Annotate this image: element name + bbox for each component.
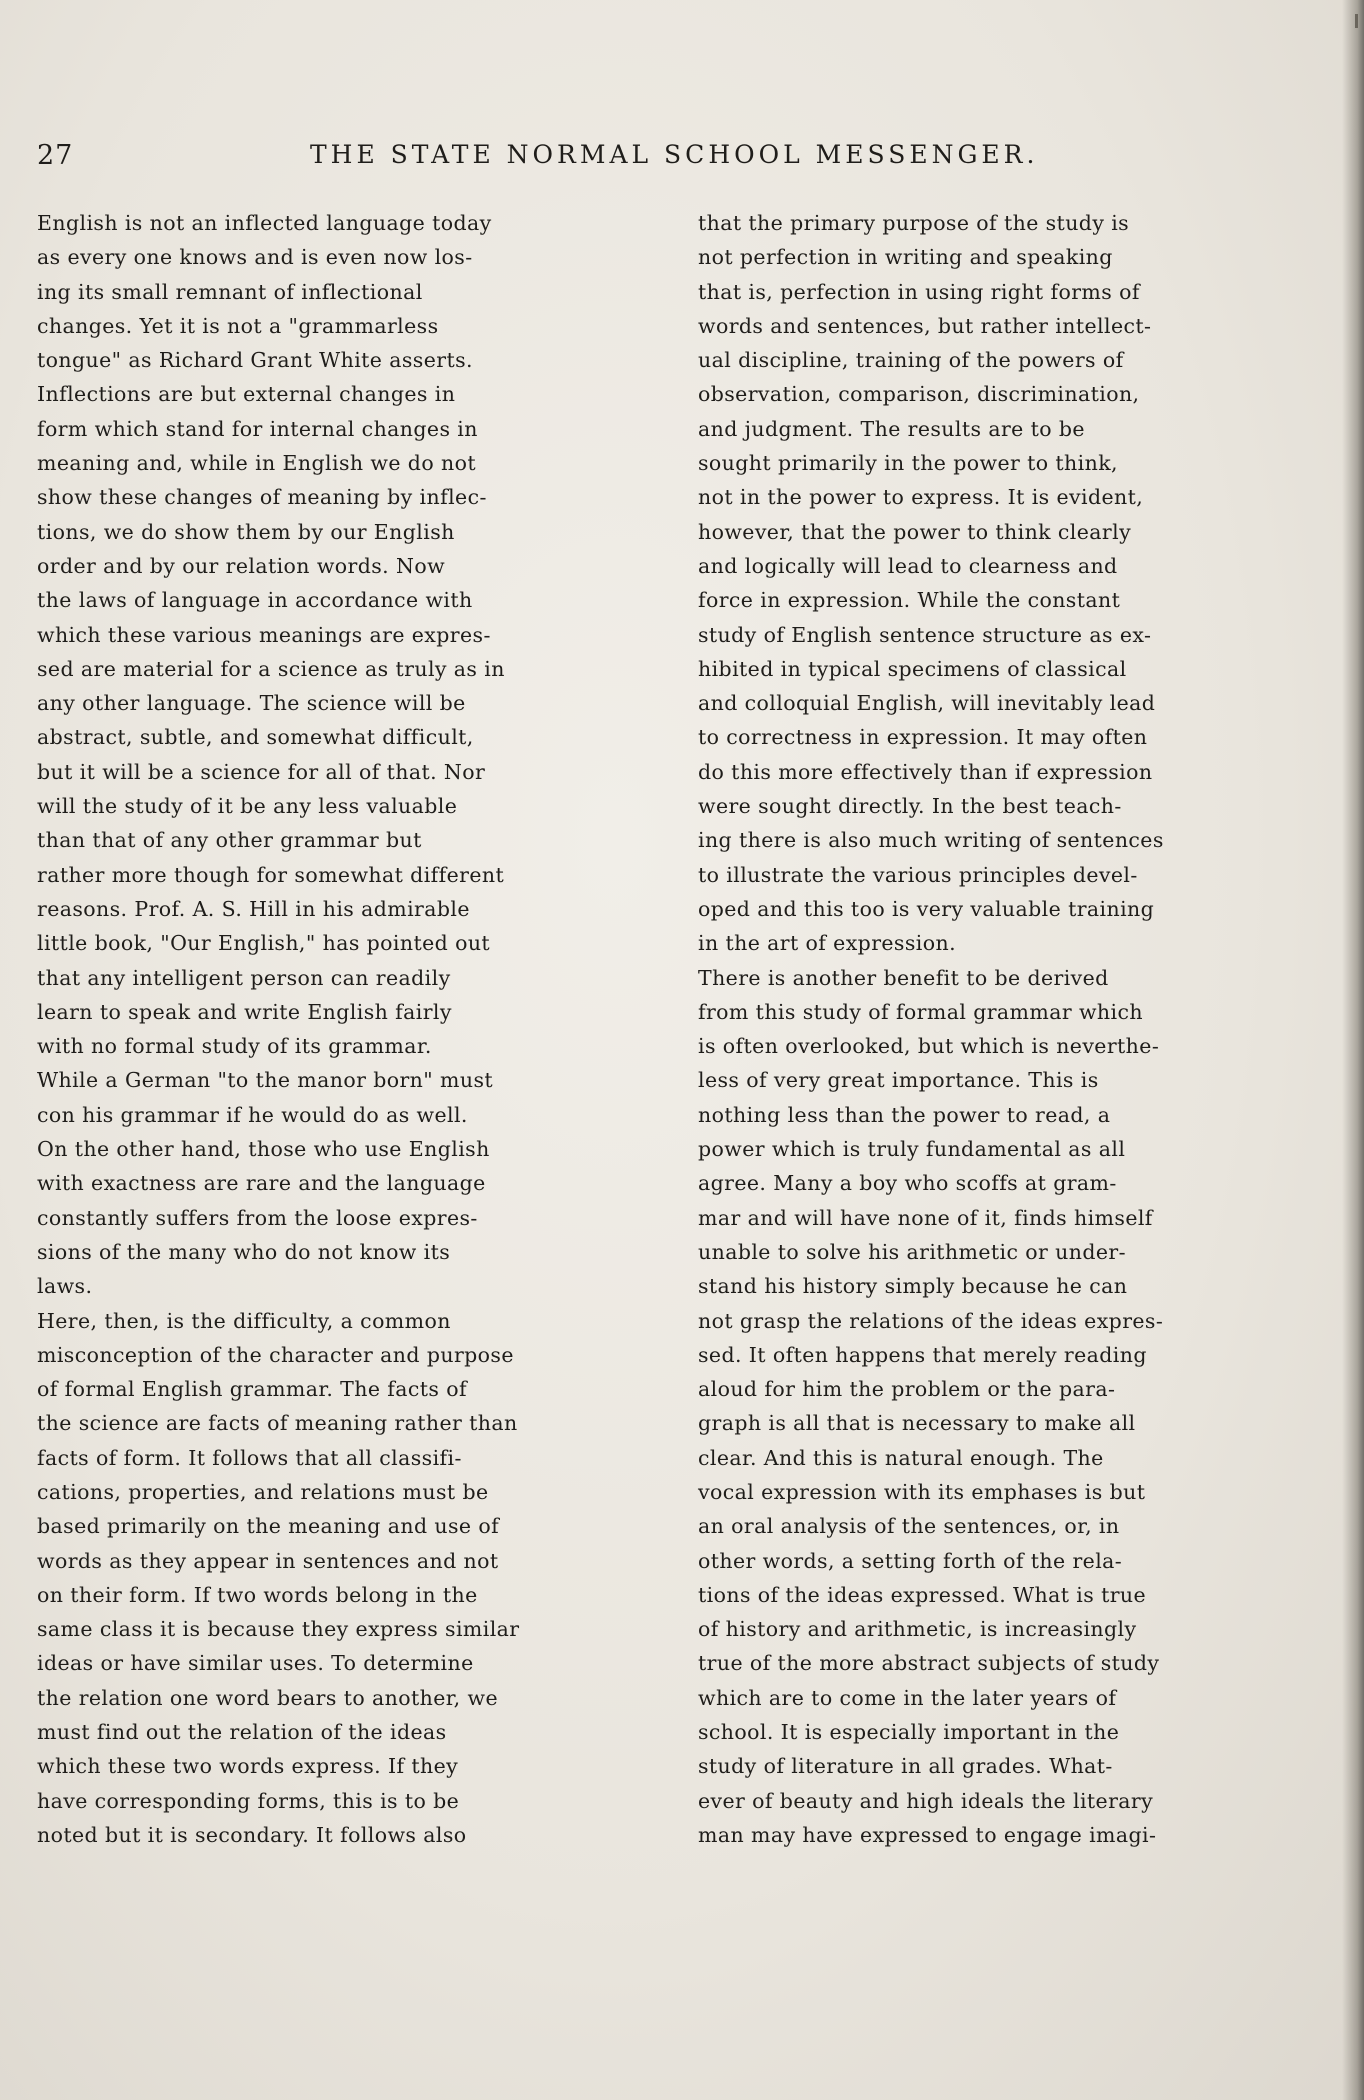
text-line: Here, then, is the difficulty, a common [37,1308,451,1333]
text-line: other words, a setting forth of the rela- [698,1548,1123,1573]
left-text-column [37,206,659,1852]
text-line: study of English sentence structure as ex- [698,622,1152,647]
text-line: which are to come in the later years of [698,1685,1117,1710]
text-line: force in expression. While the constant [698,588,1121,613]
text-line: learn to speak and write English fairly [37,999,452,1024]
text-line: con his grammar if he would do as well. [37,1102,468,1127]
text-line: however, that the power to think clearly [698,519,1132,544]
text-line: that any intelligent person can readily [37,965,451,990]
text-line: tions of the ideas expressed. What is true [698,1582,1147,1607]
text-line: English is not an inflected language today [37,211,492,235]
text-line: true of the more abstract subjects of study [698,1651,1160,1676]
text-line: and logically will lead to clearness and [698,553,1118,578]
text-line: changes. Yet it is not a "grammarless [37,313,439,338]
text-line: ing its small remnant of inflectional [37,279,423,304]
text-line: show these changes of meaning by inflec- [37,485,487,510]
text-line: with no formal study of its grammar. [37,1034,432,1059]
text-line: rather more though for somewhat different [37,862,505,887]
page-header [37,140,1327,180]
text-line: the laws of language in accordance with [37,588,473,613]
text-line: power which is truly fundamental as all [698,1137,1126,1162]
text-line: reasons. Prof. A. S. Hill in his admirable [37,896,470,921]
text-line: hibited in typical specimens of classical [698,656,1127,681]
page-edge-shadow [1342,0,1364,2100]
text-line: While a German "to the manor born" must [37,1068,494,1093]
text-line: with exactness are rare and the language [37,1171,486,1196]
text-line: school. It is especially important in the [698,1720,1120,1745]
text-line: misconception of the character and purpose [37,1342,514,1367]
text-line: less of very great importance. This is [698,1068,1099,1093]
text-line: oped and this too is very valuable training [698,896,1155,921]
text-line: little book, "Our English," has pointed out [37,931,491,956]
text-line: as every one knows and is even now los- [37,245,473,270]
text-line: man may have expressed to engage imagi- [698,1822,1157,1847]
text-line: that is, perfection in using right forms of [698,279,1140,304]
text-line: vocal expression with its emphases is but [698,1479,1146,1504]
text-line: must find out the relation of the ideas [37,1720,447,1745]
text-line: the relation one word bears to another, we [37,1685,498,1710]
text-line: order and by our relation words. Now [37,553,446,578]
text-line: is often overlooked, but which is neverthe- [698,1034,1160,1059]
text-line: unable to solve his arithmetic or under- [698,1239,1126,1264]
text-line: have corresponding forms, this is to be [37,1788,460,1813]
text-line: do this more effectively than if expression [698,759,1153,784]
text-line: ual discipline, training of the powers of [698,348,1124,373]
text-line: There is another benefit to be derived [698,965,1109,990]
text-line: aloud for him the problem or the para- [698,1377,1116,1402]
text-line: words and sentences, but rather intellect- [698,313,1152,338]
text-line: ever of beauty and high ideals the literary [698,1788,1154,1813]
text-line: cations, properties, and relations must be [37,1479,489,1504]
running-title: THE STATE NORMAL SCHOOL MESSENGER. [310,140,1039,169]
text-line: laws. [37,1274,93,1299]
text-line: agree. Many a boy who scoffs at gram- [698,1171,1117,1196]
text-line: form which stand for internal changes in [37,416,478,441]
text-line: from this study of formal grammar which [698,999,1143,1024]
text-line: same class it is because they express similar [37,1617,520,1642]
text-line: not perfection in writing and speaking [698,245,1113,270]
text-line: sed. It often happens that merely reading [698,1342,1147,1367]
text-line: to correctness in expression. It may often [698,725,1148,750]
text-line: the science are facts of meaning rather than [37,1411,518,1436]
text-line: any other language. The science will be [37,691,466,716]
text-line: graph is all that is necessary to make all [698,1411,1136,1436]
text-line: Inflections are but external changes in [37,382,456,407]
text-line: than that of any other grammar but [37,828,422,853]
text-line: abstract, subtle, and somewhat difficult, [37,725,474,750]
text-line: on their form. If two words belong in the [37,1582,478,1607]
text-line: sions of the many who do not know its [37,1239,451,1264]
text-line: ing there is also much writing of sentences [698,828,1164,853]
text-line: which these two words express. If they [37,1754,459,1779]
text-line: and colloquial English, will inevitably lead [698,691,1156,716]
text-line: sought primarily in the power to think, [698,451,1118,476]
text-line: but it will be a science for all of that. Nor [37,759,486,784]
text-line: were sought directly. In the best teach- [698,794,1122,819]
text-line: tions, we do show them by our English [37,519,455,544]
text-line: an oral analysis of the sentences, or, in [698,1514,1120,1539]
text-line: which these various meanings are expres- [37,622,491,647]
text-line: and judgment. The results are to be [698,416,1085,441]
text-line: not in the power to express. It is evident, [698,485,1144,510]
text-line: observation, comparison, discrimination, [698,382,1140,407]
text-line: nothing less than the power to read, a [698,1102,1111,1127]
text-line: study of literature in all grades. What- [698,1754,1113,1779]
text-line: that the primary purpose of the study is [698,211,1130,235]
text-line: facts of form. It follows that all classifi- [37,1445,462,1470]
text-line: of formal English grammar. The facts of [37,1377,467,1402]
right-text-column [698,206,1316,1852]
text-line: tongue" as Richard Grant White asserts. [37,348,473,373]
text-line: constantly suffers from the loose expres- [37,1205,478,1230]
page-edge-mark [1355,14,1358,28]
text-line: On the other hand, those who use English [37,1137,490,1162]
text-line: of history and arithmetic, is increasingly [698,1617,1137,1642]
text-line: in the art of expression. [698,931,956,956]
text-line: noted but it is secondary. It follows also [37,1822,467,1847]
text-line: to illustrate the various principles devel- [698,862,1138,887]
text-line: sed are material for a science as truly as in [37,656,505,681]
text-line: ideas or have similar uses. To determine [37,1651,474,1676]
text-line: based primarily on the meaning and use of [37,1514,500,1539]
text-line: words as they appear in sentences and not [37,1548,499,1573]
text-line: meaning and, while in English we do not [37,451,476,476]
text-line: stand his history simply because he can [698,1274,1128,1299]
text-line: clear. And this is natural enough. The [698,1445,1104,1470]
text-line: will the study of it be any less valuable [37,794,458,819]
text-line: mar and will have none of it, finds himself [698,1205,1153,1230]
text-line: not grasp the relations of the ideas expres- [698,1308,1164,1333]
page-number: 27 [37,140,74,171]
